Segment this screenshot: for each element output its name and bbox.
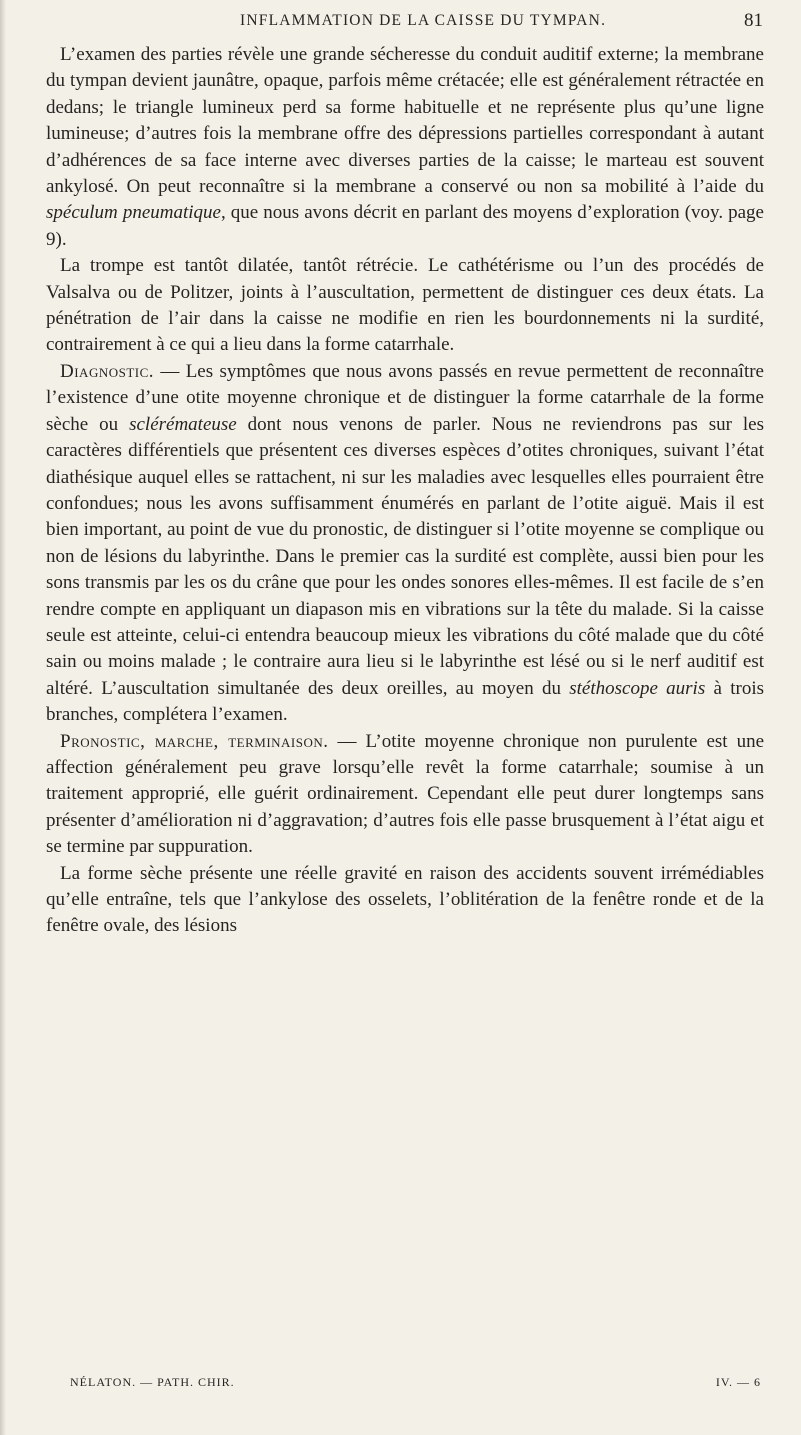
italic-term: spéculum pneumatique xyxy=(46,202,221,224)
text-run: — L’otite moyenne chronique non purulente est une affection généralement peu grave lorsqu’elle revêt la forme catarrhale; soumise à un traitement approprié, elle guérit ordinairement. Cependant elle peut durer longtemps sans présenter d’amélioration ni d’aggravation; d’autres fois elle passe brusquement à l’état aigu et se termine par suppuration. xyxy=(46,730,764,858)
paragraph xyxy=(46,861,764,940)
text-run: L’examen des parties révèle une grande sécheresse du conduit auditif externe; la membrane du tympan devient jaunâtre, opaque, parfois même crétacée; elle est généralement rétractée en dedans; le triangle lumineux perd sa forme habituelle et ne représente plus qu’une ligne lumineuse; d’autres fois la membrane offre des dépressions partielles correspondant à autant d’adhérences de sa face interne avec diverses parties de la caisse; le marteau est souvent ankylosé. On peut reconnaître si la membrane a conservé ou non sa mobilité à l’aide du xyxy=(46,44,764,198)
text-run: — Les symptômes que nous avons passés en revue permettent de reconnaître l’existence d’une otite moyenne chronique et de distinguer la forme catarrhale de la forme sèche ou xyxy=(46,360,764,435)
page-header xyxy=(240,8,763,36)
text-run: La forme sèche présente une réelle gravité en raison des accidents souvent irrémédiables qu’elle entraîne, tels que l’ankylose des osselets, l’oblitération de la fenêtre ronde et de la fenêtre ovale, des lésions xyxy=(46,862,764,937)
paragraph xyxy=(46,729,764,861)
italic-term: sclérémateuse xyxy=(129,413,237,435)
italic-term: stéthoscope auris xyxy=(569,677,706,699)
section-heading: Pronostic, marche, terminaison. xyxy=(60,730,329,752)
page-footer xyxy=(70,1375,761,1395)
paragraph xyxy=(46,253,764,359)
signature-number: IV. — 6 xyxy=(715,1375,761,1389)
paragraph xyxy=(46,42,764,253)
page-edge xyxy=(0,0,6,1435)
text-run: , que nous avons décrit en parlant des moyens d’exploration (voy. page 9). xyxy=(46,202,764,250)
body-text xyxy=(46,42,764,940)
running-head: INFLAMMATION DE LA CAISSE DU TYMPAN. xyxy=(240,12,607,29)
text-run: dont nous venons de parler. Nous ne reviendrons pas sur les caractères différentiels que présentent ces diverses espèces d’otites chroniques, suivant l’état diathésique auquel elles se rattachent, ni sur les maladies avec lesquelles elles pourraient être confondues; nous les avons suffisamment énumérés en parlant de l’otite aiguë. Mais il est bien important, au point de vue du pronostic, de distinguer si l’otite moyenne se complique ou non de lésions du labyrinthe. Dans le premier cas la surdité est complète, aussi bien pour les sons transmis par les os du crâne que pour les ondes sonores elles-mêmes. Il est facile de s’en rendre compte en appliquant un diapason mis en vibrations sur la tête du malade. Si la caisse seule est atteinte, celui-ci entendra beaucoup mieux les vibrations du côté malade que du côté sain ou moins malade ; le contraire aura lieu si le labyrinthe est lésé ou si le nerf auditif est altéré. L’auscultation simultanée des deux oreilles, au moyen du xyxy=(46,413,764,699)
page-number: 81 xyxy=(744,10,763,31)
text-run: La trompe est tantôt dilatée, tantôt rétrécie. Le cathétérisme ou l’un des procédés de Valsalva ou de Politzer, joints à l’auscultation, permettent de distinguer ces deux états. La pénétration de l’air dans la caisse ne modifie en rien les bourdonnements ni la surdité, contrairement à ce qui a lieu dans la forme catarrhale. xyxy=(46,255,764,356)
paragraph xyxy=(46,359,764,729)
section-heading: Diagnostic. xyxy=(60,360,155,382)
signature-mark: NÉLATON. — PATH. CHIR. xyxy=(70,1375,235,1389)
text-run: à trois branches, complétera l’examen. xyxy=(46,677,764,726)
